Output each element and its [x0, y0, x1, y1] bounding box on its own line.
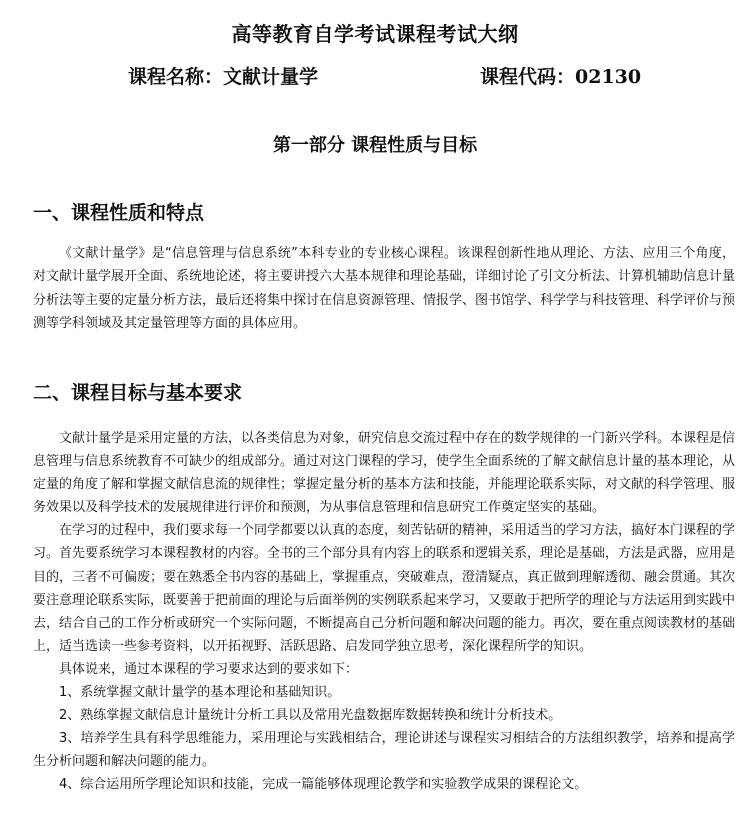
- course-code: 课程代码：02130: [480, 66, 642, 88]
- section-heading-objectives: 二、课程目标与基本要求: [33, 382, 243, 404]
- objectives-paragraph: 在学习的过程中，我们要求每一个同学都要以认真的态度，刻苦钻研的精神，采用适当的学习方法，搞好本门课程的学习。首先要系统学习本课程教材的内容。全书的三个部分具有内容上的联系和逻辑关系，理论是基础，方法是武器，应用是目的，三者不可偏废；要在熟悉全书内容的基础上，掌握重点，突破难点，澄清疑点，真正做到理解透彻、融会贯通。其次要注意理论联系实际，既要善于把前面的理论与后面举例的实例联系起来学习，又要敢于把所学的理论与方法运用到实践中去，结合自己的工作分析或研究一个实际问题，不断提高自己分析问题和解决问题的能力。再次，要在重点阅读教材的基础上，适当选读一些参考资料，以开拓视野、活跃思路、启发同学独立思考，深化课程所学的知识。: [33, 523, 736, 654]
- part-title: 第一部分 课程性质与目标: [272, 135, 478, 156]
- document-title: 高等教育自学考试课程考试大纲: [231, 22, 519, 46]
- objectives-paragraph: 具体说来，通过本课程的学习要求达到的要求如下：: [59, 661, 359, 677]
- objectives-body: [33, 427, 735, 797]
- section-heading-nature: 一、课程性质和特点: [33, 202, 205, 224]
- course-name: 课程名称：文献计量学: [128, 66, 319, 88]
- requirement-item: 1、系统掌握文献计量学的基本理论和基础知识。: [59, 685, 341, 701]
- course-info-row: [0, 62, 750, 88]
- requirement-item: 3、培养学生具有科学思维能力，采用理论与实践相结合，理论讲述与课程实习相结合的方法组织教学，培养和提高学生分析问题和解决问题的能力。: [33, 731, 735, 770]
- requirement-item: 2、熟练掌握文献信息计量统计分析工具以及常用光盘数据库数据转换和统计分析技术。: [59, 708, 562, 724]
- objectives-paragraph: 文献计量学是采用定量的方法，以各类信息为对象，研究信息交流过程中存在的数学规律的一门新兴学科。本课程是信息管理与信息系统教育不可缺少的组成部分。通过对这门课程的学习，使学生全面系统的了解文献信息计量的基本理论，从定量的角度了解和掌握文献信息流的规律性；掌握定量分析的基本方法和技能，并能理论联系实际，对文献的科学管理、服务效果以及科学技术的发展规律进行评价和预测，为从事信息管理和信息研究工作奠定坚实的基础。: [33, 431, 736, 516]
- requirement-item: 4、综合运用所学理论知识和技能，完成一篇能够体现理论教学和实验教学成果的课程论文。: [59, 777, 588, 793]
- section-paragraph-nature: 《文献计量学》是“信息管理与信息系统”本科专业的专业核心课程。该课程创新性地从理论、方法、应用三个角度，对文献计量学展开全面、系统地论述，将主要讲授六大基本规律和理论基础，详细讨论了引文分析法、计算机辅助信息计量分析法等主要的定量分析方法，最后还将集中探讨在信息资源管理、情报学、图书馆学、科学学与科技管理、科学评价与预测等学科领域及其定量管理等方面的具体应用。: [33, 246, 736, 331]
- requirements-list: [33, 681, 735, 796]
